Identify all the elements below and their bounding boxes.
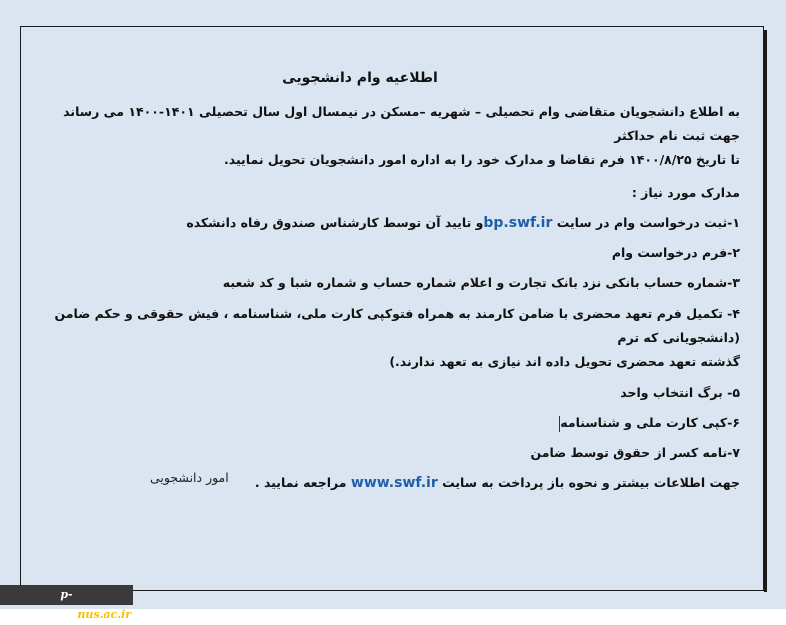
doc-item-4-line-2: گذشته تعهد محضری تحویل داده اند نیازی به تعهد ندارند.) (389, 354, 740, 369)
closing-prefix: جهت اطلاعات بیشتر و نحوه باز پرداخت به سایت (437, 475, 740, 490)
closing-line (40, 472, 740, 494)
frame-shadow (764, 30, 767, 592)
notice-title: اطلاعیه وام دانشجویی (282, 70, 438, 86)
closing-suffix: مراجعه نمایید . (254, 475, 351, 490)
docs-heading: مدارک مورد نیاز : (631, 185, 740, 200)
intro-line-2: تا تاریخ ۱۴۰۰/۸/۲۵ فرم تقاضا و مدارک خود را به اداره امور دانشجویان تحویل نمایید. (223, 152, 740, 167)
doc-item-7: ۷-نامه کسر از حقوق توسط ضامن (530, 445, 740, 460)
doc-item-1-suffix: و تایید آن توسط کارشناس صندوق رفاه دانشکده (186, 215, 484, 230)
site-watermark (0, 585, 133, 621)
swf-link[interactable]: www.swf.ir (350, 475, 438, 491)
doc-item-4 (40, 302, 740, 374)
bp-swf-link[interactable]: bp.swf.ir (483, 215, 553, 231)
watermark-main: p-bandarabas. (1, 588, 78, 621)
signature: امور دانشجویی (150, 470, 229, 485)
doc-item-4-line-1: ۴- تکمیل فرم تعهد محضری با ضامن کارمند به همراه فتوکپی کارت ملی، شناسنامه ، فیش حقوقی و حکم ضامن (دانشجویانی که ترم (54, 306, 740, 345)
watermark-accent: nus.ac.ir (77, 608, 132, 621)
doc-item-3: ۳-شماره حساب بانکی نزد بانک تجارت و اعلام شماره حساب و شماره شبا و کد شعبه (222, 275, 740, 290)
doc-item-5: ۵- برگ انتخاب واحد (620, 385, 740, 400)
doc-item-1-prefix: ۱-ثبت درخواست وام در سایت (552, 215, 740, 230)
notice-body (40, 70, 740, 502)
doc-item-6-text: ۶-کپی کارت ملی و شناسنامه (560, 415, 740, 430)
notice-intro (40, 100, 740, 172)
doc-item-1 (40, 212, 740, 234)
intro-line-1: به اطلاع دانشجویان متقاضی وام تحصیلی – شهریه –مسکن در نیمسال اول سال تحصیلی ۱۴۰۱-۱۴۰۰ می رساند جهت ثبت نام حداکثر (63, 104, 740, 143)
doc-item-6 (40, 412, 740, 434)
doc-item-2: ۲-فرم درخواست وام (611, 245, 740, 260)
